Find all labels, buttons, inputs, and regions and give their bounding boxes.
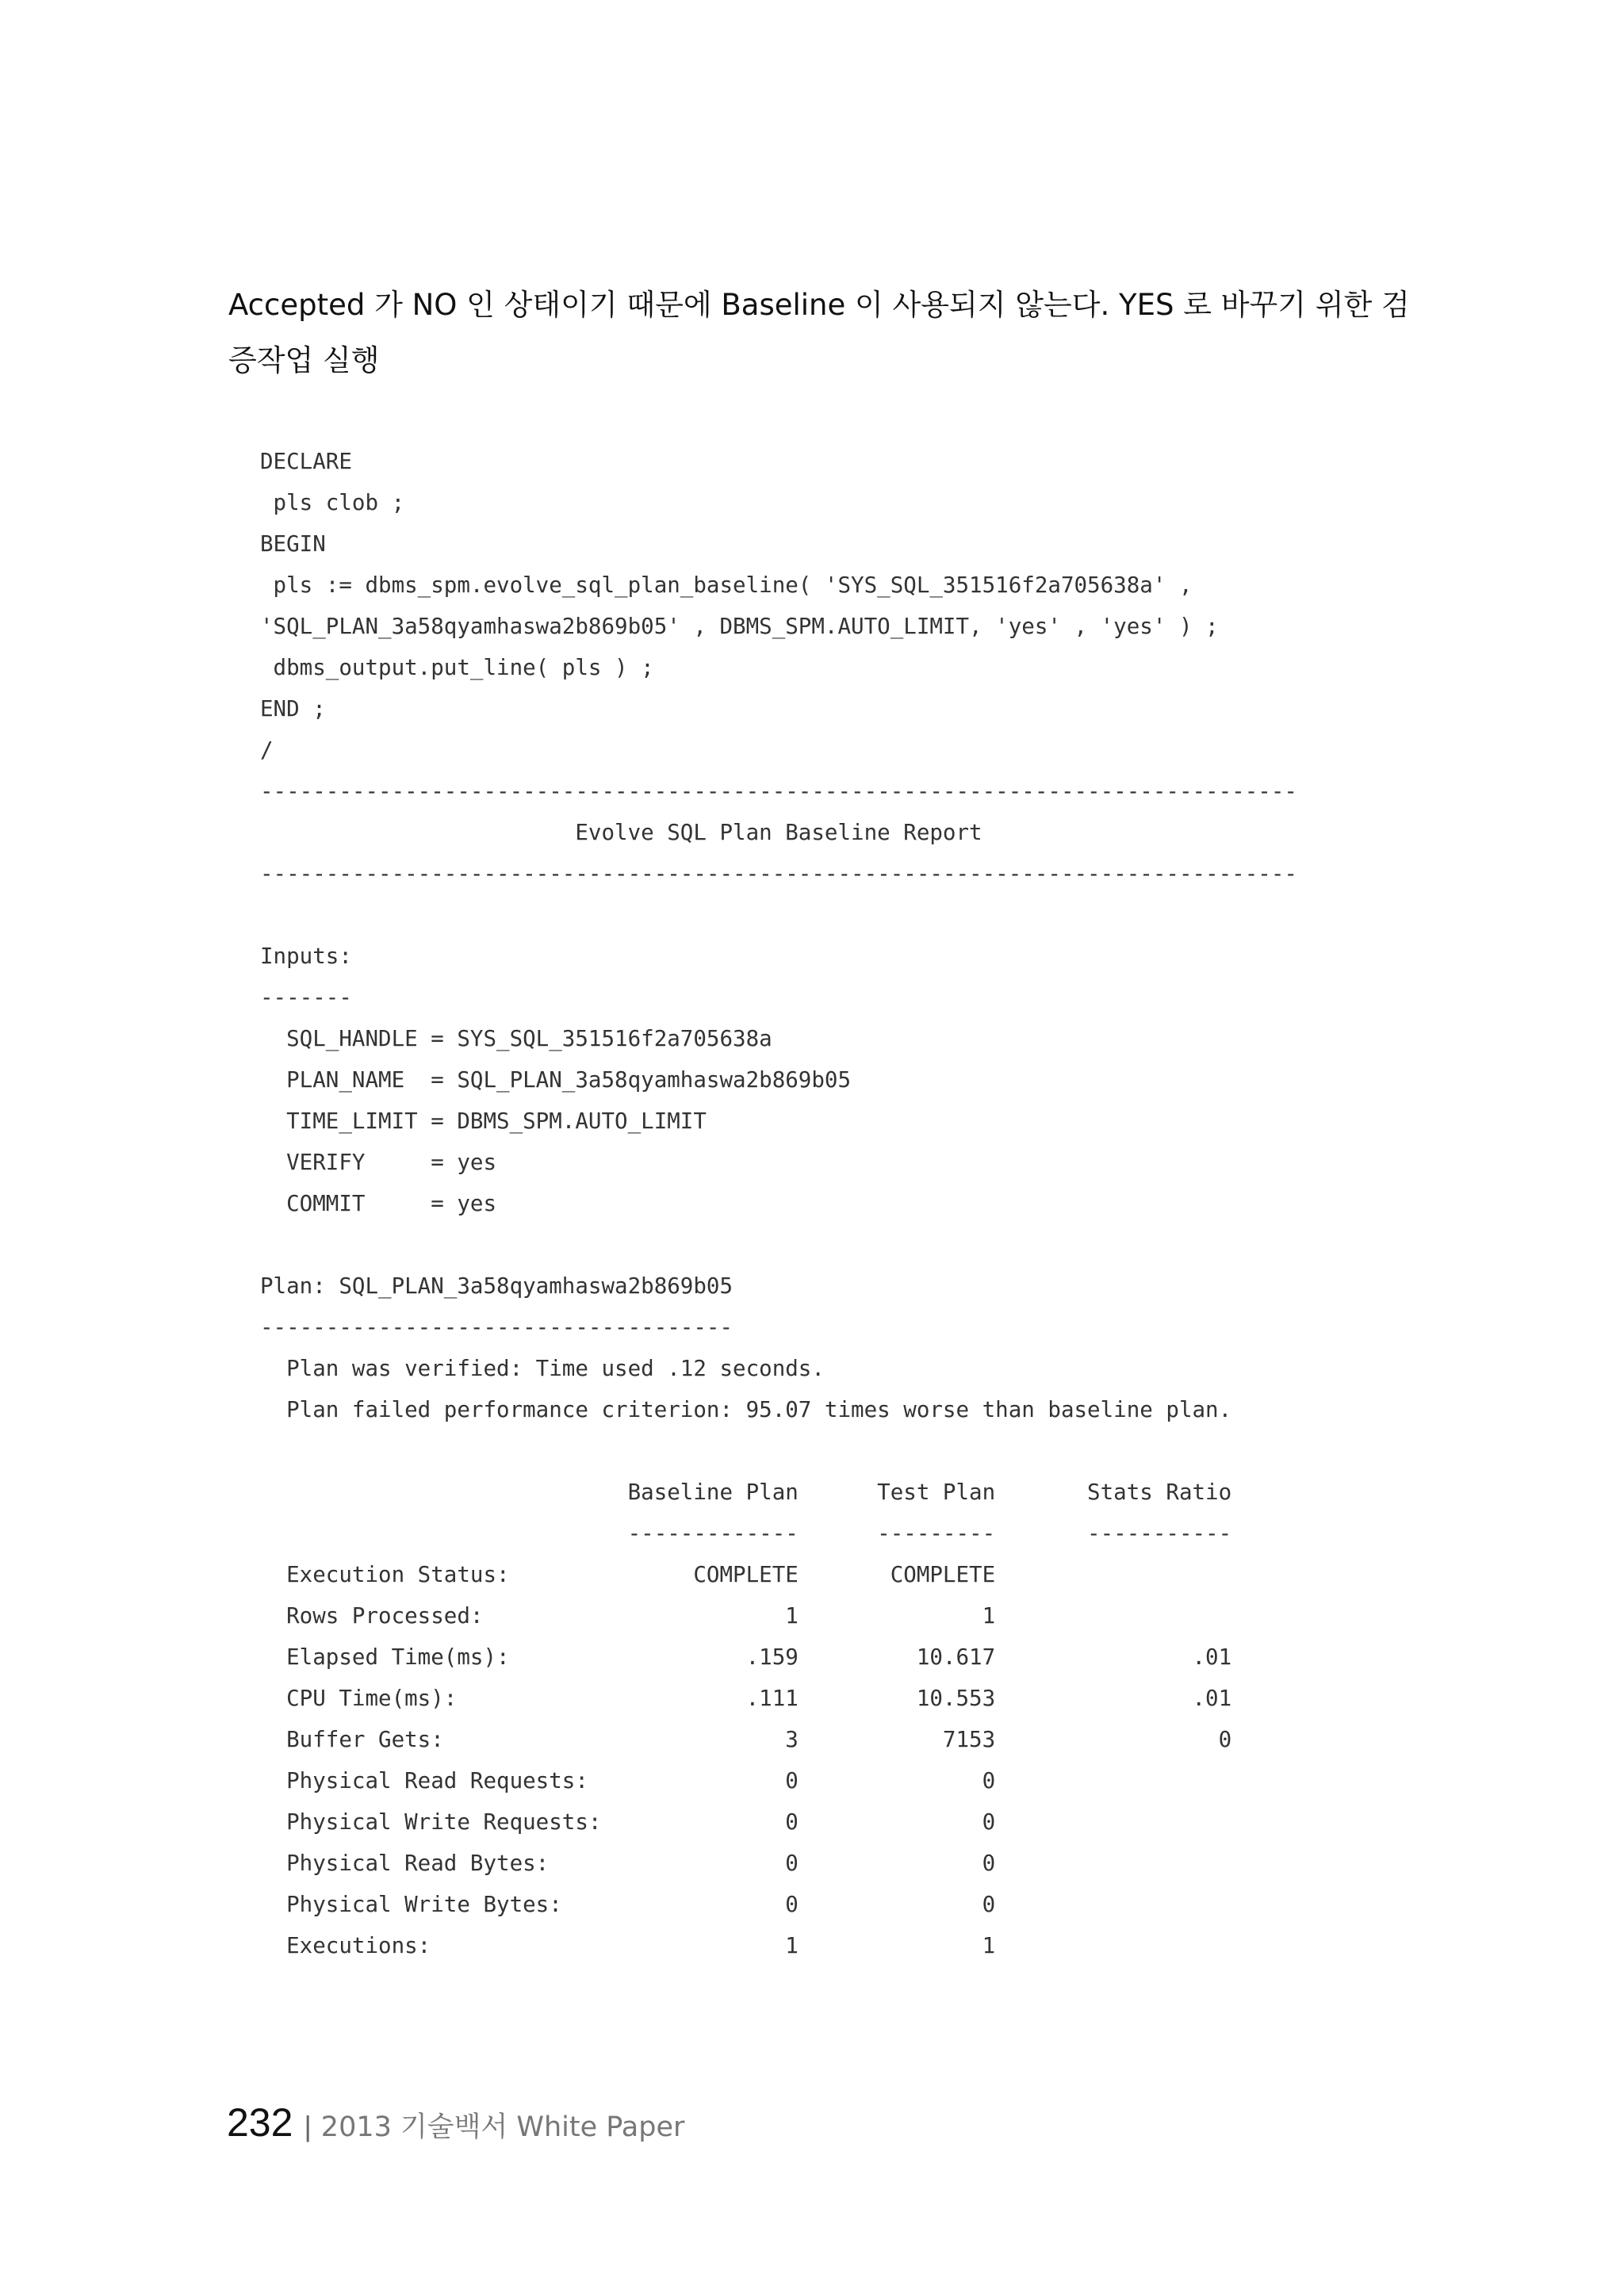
code-line: ------------------------------------ [260,1315,733,1340]
code-line: Physical Read Requests: 0 0 [260,1768,996,1793]
code-line: Elapsed Time(ms): .159 10.617 .01 [260,1644,1232,1670]
code-line: DECLARE [260,449,352,474]
code-line: SQL_HANDLE = SYS_SQL_351516f2a705638a [260,1026,772,1051]
code-line: Physical Read Bytes: 0 0 [260,1851,996,1876]
code-line: Physical Write Requests: 0 0 [260,1809,996,1835]
code-line: pls clob ; [260,490,405,515]
code-block [260,441,1297,1966]
code-line: Plan failed performance criterion: 95.07 times worse than baseline plan. [260,1397,1232,1422]
footer-title: 2013 기술백서 White Paper [320,2111,685,2143]
code-line: Baseline Plan Test Plan Stats Ratio [260,1480,1232,1505]
intro-paragraph: Accepted 가 NO 인 상태이기 때문에 Baseline 이 사용되지 않는다. YES 로 바꾸기 위한 검증작업 실행 [228,288,1410,377]
code-line: TIME_LIMIT = DBMS_SPM.AUTO_LIMIT [260,1108,707,1134]
code-line: / [260,737,274,763]
code-line: Executions: 1 1 [260,1933,996,1958]
page-number: 232 [227,2100,293,2145]
code-line: Plan: SQL_PLAN_3a58qyamhaswa2b869b05 [260,1273,733,1299]
footer-separator: | [304,2110,312,2142]
code-line: Rows Processed: 1 1 [260,1603,996,1629]
code-line: ------------- --------- ----------- [260,1521,1232,1546]
code-line: ------------------------------------------------------------------------------- [260,779,1297,804]
code-line: Execution Status: COMPLETE COMPLETE [260,1562,996,1587]
page-footer [227,2100,684,2146]
code-line: 'SQL_PLAN_3a58qyamhaswa2b869b05' , DBMS_SPM.AUTO_LIMIT, 'yes' , 'yes' ) ; [260,614,1219,639]
code-line: PLAN_NAME = SQL_PLAN_3a58qyamhaswa2b869b05 [260,1067,852,1093]
code-line: END ; [260,696,326,722]
code-line: Buffer Gets: 3 7153 0 [260,1727,1232,1752]
code-line: pls := dbms_spm.evolve_sql_plan_baseline( 'SYS_SQL_351516f2a705638a' , [260,572,1193,598]
code-line: Inputs: [260,944,352,969]
code-line: VERIFY = yes [260,1150,497,1175]
code-line: ------------------------------------------------------------------------------- [260,861,1297,886]
code-line: Evolve SQL Plan Baseline Report [260,820,982,845]
code-line: Physical Write Bytes: 0 0 [260,1892,996,1917]
code-line: BEGIN [260,531,326,557]
code-line: COMMIT = yes [260,1191,497,1216]
code-line: ------- [260,985,352,1010]
code-line: CPU Time(ms): .111 10.553 .01 [260,1686,1232,1711]
code-line: dbms_output.put_line( pls ) ; [260,655,654,680]
code-line: Plan was verified: Time used .12 seconds. [260,1356,825,1381]
